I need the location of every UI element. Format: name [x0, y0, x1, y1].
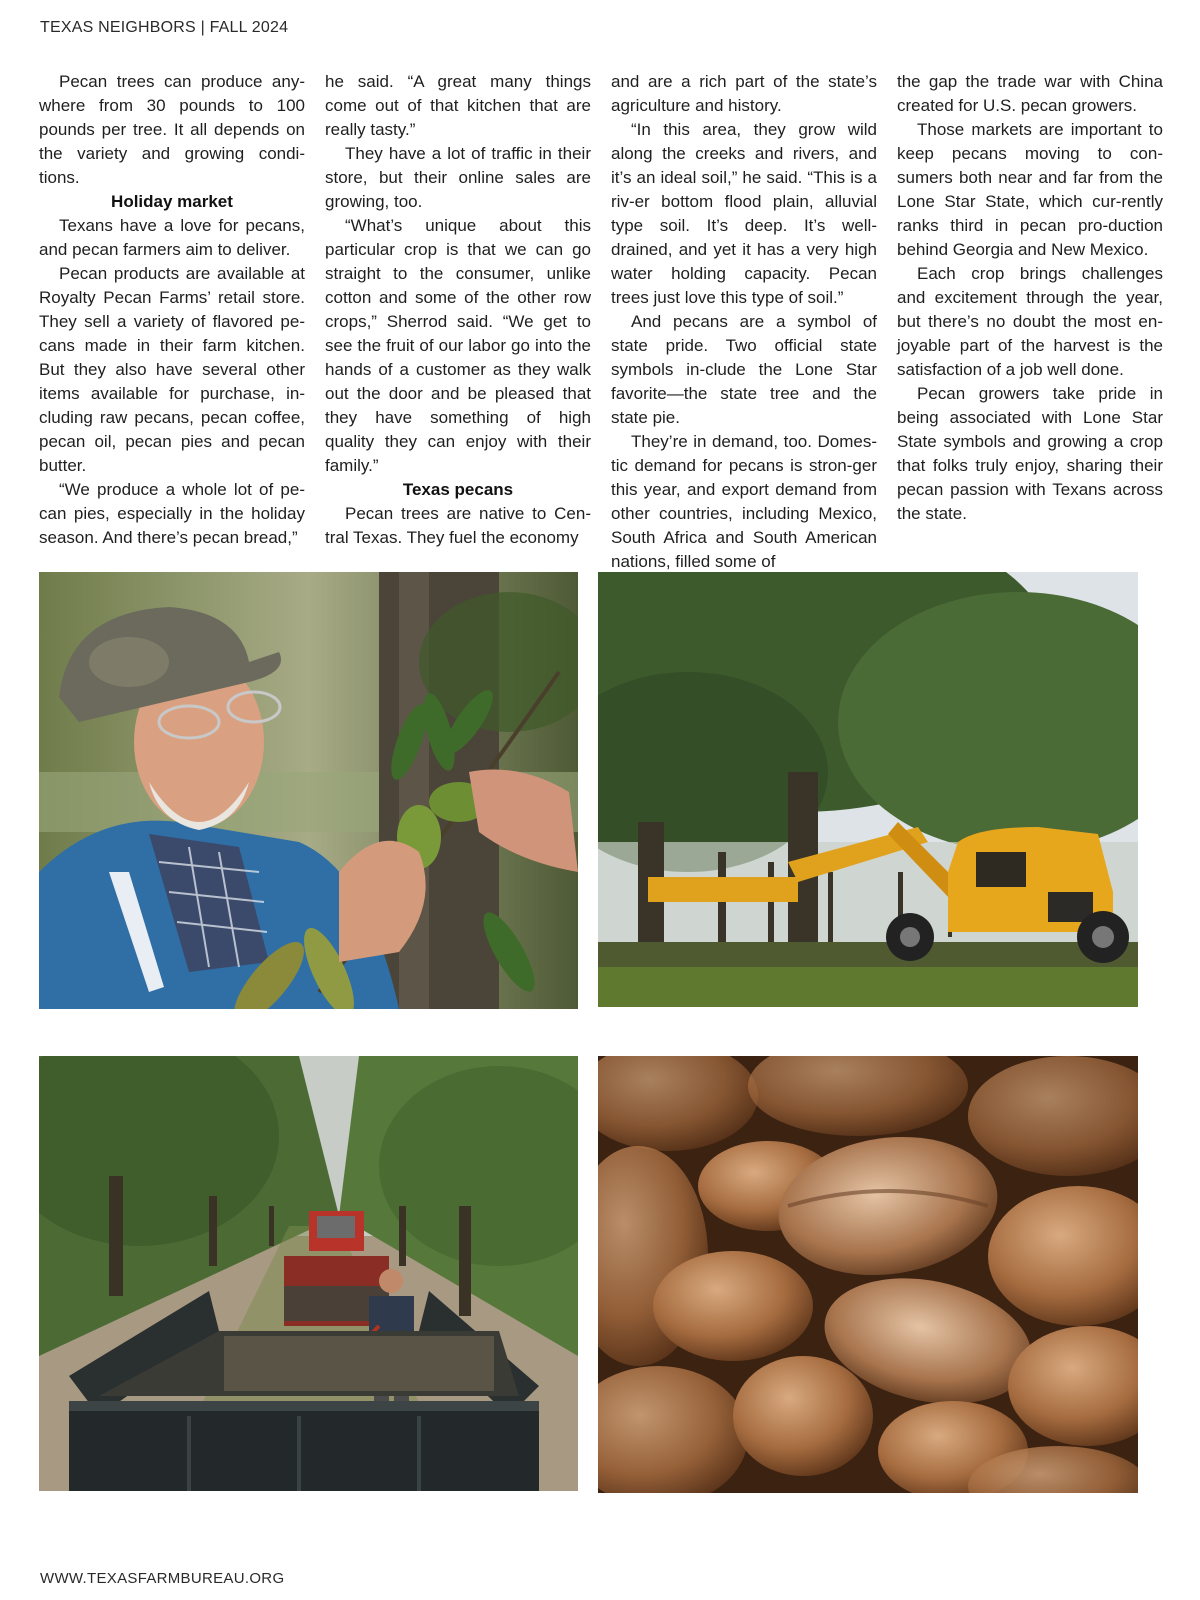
photo-tree-shaker-machine [598, 572, 1138, 1007]
photo-harvest-trailer-orchard [39, 1056, 578, 1491]
paragraph: Each crop brings challenges and excitement through the year, but there’s no doubt the most en-joyable part of the harvest is the satisfaction of a job well done. [897, 264, 1163, 379]
paragraph: “In this area, they grow wild along the creeks and rivers, and it’s an ideal soil,” he said. “This is a riv-er bottom flood plain, alluvial type soil. It’s deep. It’s well-drained, and yet it has a very high water holding capacity. Pecan trees just love this type of soil.” [611, 120, 877, 307]
section-heading: Holiday market [111, 192, 233, 211]
article-column-4 [897, 70, 1163, 574]
section-heading: Texas pecans [402, 480, 514, 499]
paragraph: Pecan trees can produce any-where from 30 pounds to 100 pounds per tree. It all depends on the variety and growing condi-tions. [39, 72, 305, 187]
article-body [39, 70, 1164, 571]
running-head: TEXAS NEIGHBORS | FALL 2024 [40, 19, 289, 36]
paragraph: “We produce a whole lot of pe-can pies, especially in the holiday season. And there’s pecan bread,” [39, 480, 305, 547]
article-column-1 [39, 70, 305, 574]
paragraph: And pecans are a symbol of state pride. Two official state symbols in-clude the Lone Star favorite—the state tree and the state pie. [611, 312, 877, 427]
paragraph: Pecan growers take pride in being associated with Lone Star State symbols and growing a crop that folks truly enjoy, sharing their pecan passion with Texans across the state. [897, 384, 1163, 523]
paragraph: Those markets are important to keep pecans moving to con-sumers both near and far from the Lone Star State, which cur-rently ranks third in pecan pro-duction behind Georgia and New Mexico. [897, 120, 1163, 259]
paragraph: Texans have a love for pecans, and pecan farmers aim to deliver. [39, 216, 305, 259]
paragraph: They’re in demand, too. Domes-tic demand for pecans is stron-ger this year, and export demand from other countries, including Mexico, South Africa and South American nations, filled some of [611, 432, 877, 571]
paragraph: he said. “A great many things come out of that kitchen that are really tasty.” [325, 72, 591, 139]
footer-url: WWW.TEXASFARMBUREAU.ORG [40, 1570, 285, 1587]
photo-pecans-closeup [598, 1056, 1138, 1493]
paragraph: the gap the trade war with China created for U.S. pecan growers. [897, 72, 1163, 115]
article-column-3 [611, 70, 877, 574]
paragraph: “What’s unique about this particular crop is that we can go straight to the consumer, unlike cotton and some of the other row crops,” Sherrod said. “We get to see the fruit of our labor go into the hands of a customer as they walk out the door and be pleased that they have something of high quality they can enjoy with their family.” [325, 216, 591, 475]
paragraph: Pecan products are available at Royalty Pecan Farms’ retail store. They sell a variety of flavored pe-cans made in their farm kitchen. But they also have several other items available for purchase, in-cluding raw pecans, pecan coffee, pecan oil, pecan pies and pecan butter. [39, 264, 305, 475]
article-column-2 [325, 70, 591, 574]
paragraph: Pecan trees are native to Cen-tral Texas. They fuel the economy [325, 504, 591, 547]
paragraph: and are a rich part of the state’s agriculture and history. [611, 72, 877, 115]
photo-farmer-examining-pecans [39, 572, 578, 1009]
paragraph: They have a lot of traffic in their store, but their online sales are growing, too. [325, 144, 591, 211]
